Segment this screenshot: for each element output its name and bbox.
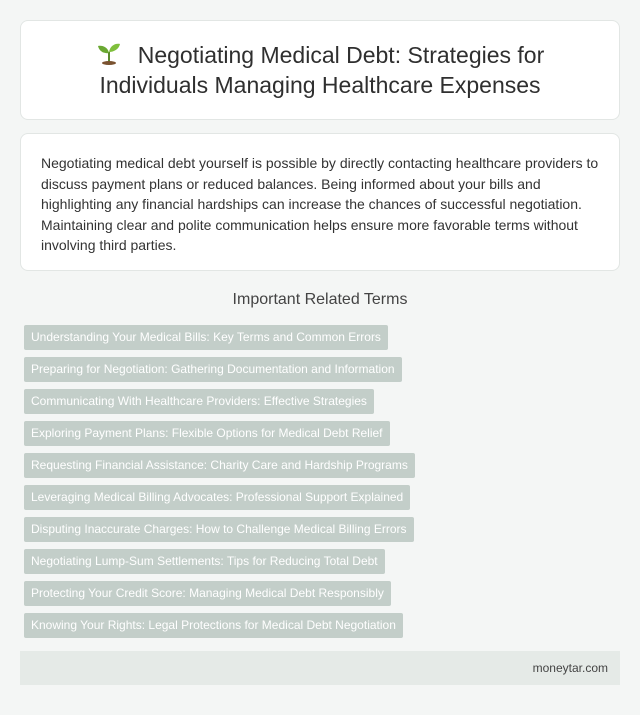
related-terms-list [24, 325, 624, 645]
related-term-tag[interactable]: Preparing for Negotiation: Gathering Documentation and Information [24, 357, 402, 382]
footer [20, 651, 620, 685]
related-term-tag[interactable]: Negotiating Lump-Sum Settlements: Tips for Reducing Total Debt [24, 549, 385, 574]
related-term-tag[interactable]: Disputing Inaccurate Charges: How to Challenge Medical Billing Errors [24, 517, 414, 542]
page-title-text: Negotiating Medical Debt: Strategies for Individuals Managing Healthcare Expenses [99, 42, 545, 98]
related-term-tag[interactable]: Requesting Financial Assistance: Charity Care and Hardship Programs [24, 453, 415, 478]
sprout-icon [96, 41, 122, 65]
related-term-tag[interactable]: Exploring Payment Plans: Flexible Options for Medical Debt Relief [24, 421, 390, 446]
related-term-tag[interactable]: Leveraging Medical Billing Advocates: Professional Support Explained [24, 485, 410, 510]
related-term-tag[interactable]: Communicating With Healthcare Providers: Effective Strategies [24, 389, 374, 414]
related-term-tag[interactable]: Understanding Your Medical Bills: Key Terms and Common Errors [24, 325, 388, 350]
title-card [20, 20, 620, 120]
intro-card [20, 133, 620, 271]
footer-site-link[interactable]: moneytar.com [532, 661, 608, 675]
related-term-tag[interactable]: Protecting Your Credit Score: Managing Medical Debt Responsibly [24, 581, 391, 606]
related-terms-heading: Important Related Terms [232, 291, 408, 308]
related-term-tag[interactable]: Knowing Your Rights: Legal Protections for Medical Debt Negotiation [24, 613, 403, 638]
page-title [45, 40, 595, 100]
intro-paragraph: Negotiating medical debt yourself is possible by directly contacting healthcare providers to discuss payment plans or reduced balances. Being informed about your bills and highlighting any financial hardships can increase the chances of successful negotiation. Maintaining clear and polite communication helps ensure more favorable terms without involving third parties. [41, 155, 599, 253]
